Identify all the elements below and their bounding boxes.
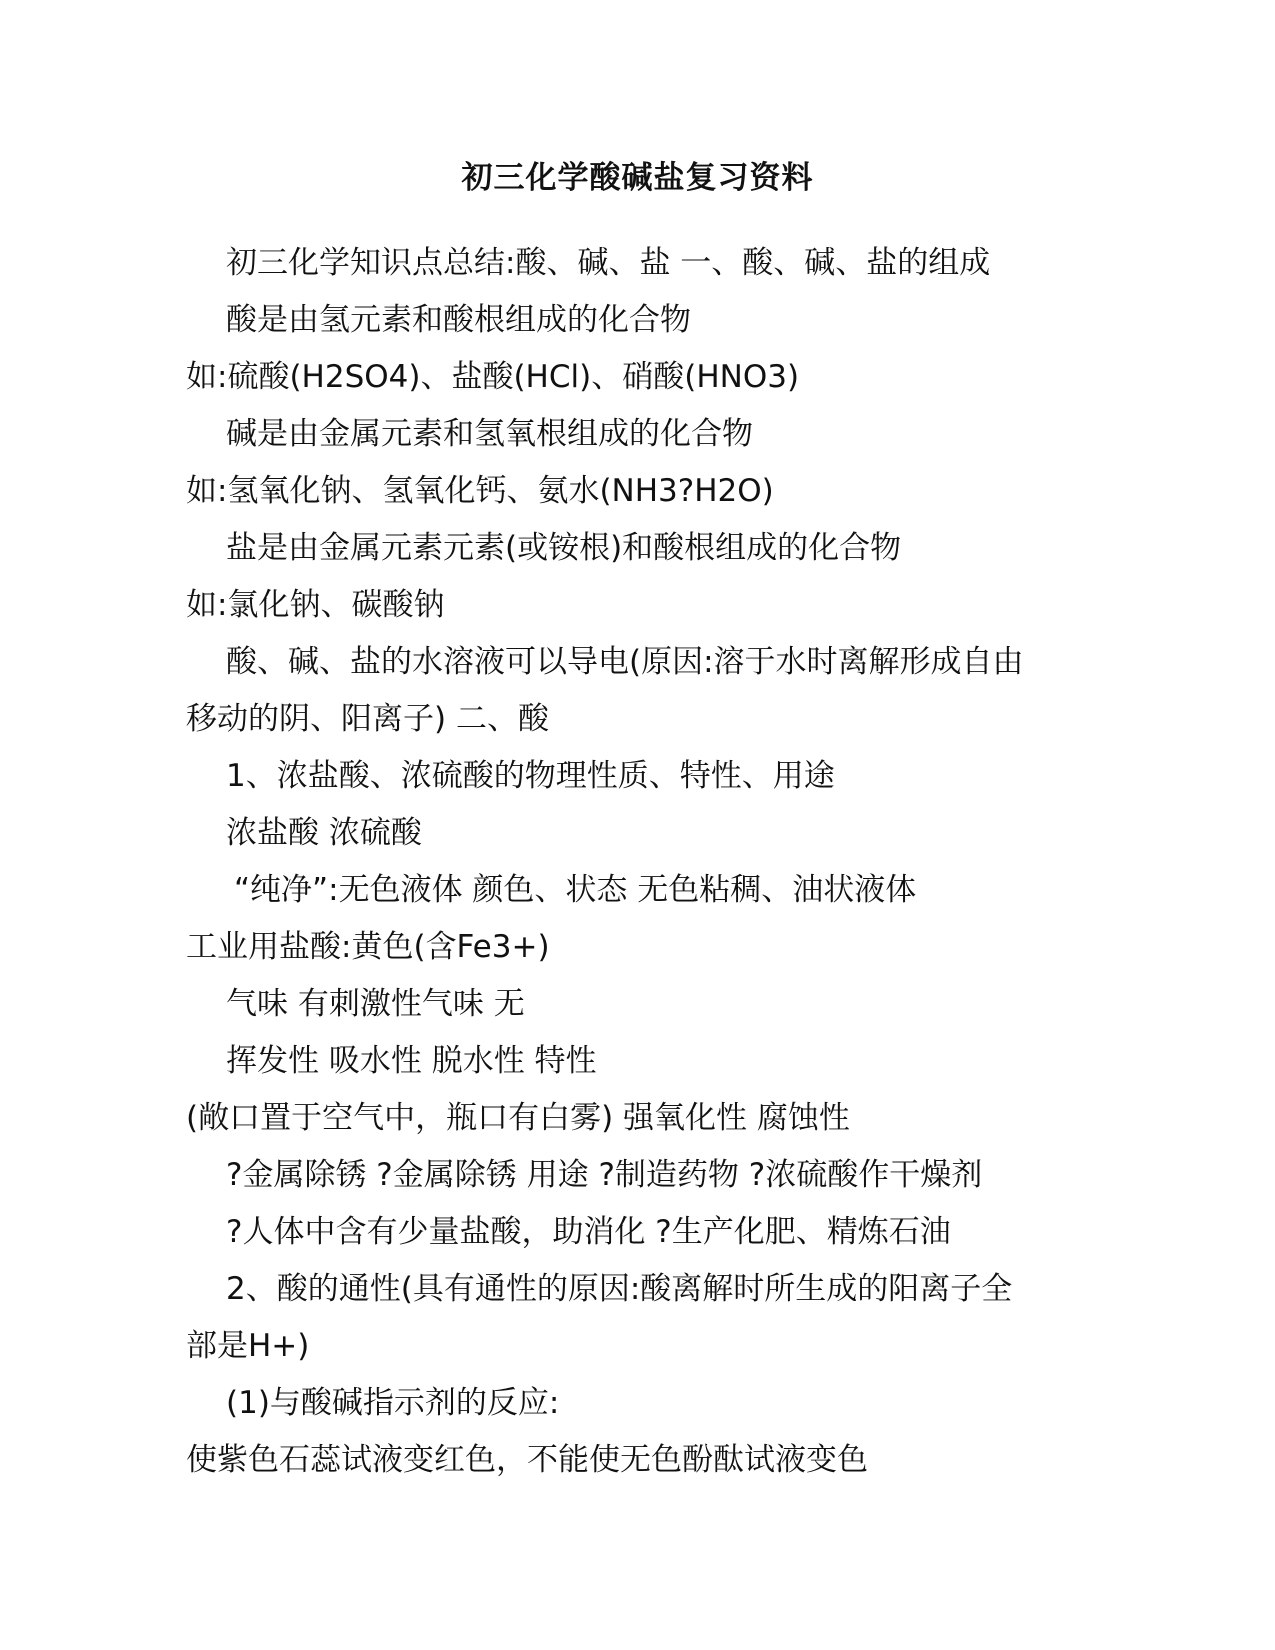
text-line: 1、浓盐酸、浓硫酸的物理性质、特性、用途 — [226, 758, 835, 794]
text-line: 气味 有刺激性气味 无 — [226, 986, 525, 1022]
text-line: ?金属除锈 ?金属除锈 用途 ?制造药物 ?浓硫酸作干燥剂 — [226, 1157, 983, 1193]
text-line: 2、酸的通性(具有通性的原因:酸离解时所生成的阳离子全 — [226, 1271, 1013, 1307]
text-line: “纯净”:无色液体 颜色、状态 无色粘稠、油状液体 — [234, 872, 917, 908]
text-line: ?人体中含有少量盐酸，助消化 ?生产化肥、精炼石油 — [226, 1214, 951, 1250]
text-line: 碱是由金属元素和氢氧根组成的化合物 — [226, 416, 753, 452]
text-line: 浓盐酸 浓硫酸 — [226, 815, 422, 851]
text-line: 盐是由金属元素元素(或铵根)和酸根组成的化合物 — [226, 530, 902, 566]
text-line: 移动的阴、阳离子) 二、酸 — [186, 701, 549, 737]
text-line: 酸、碱、盐的水溶液可以导电(原因:溶于水时离解形成自由 — [226, 644, 1024, 680]
text-line: 使紫色石蕊试液变红色，不能使无色酚酞试液变色 — [186, 1442, 868, 1478]
text-line: 部是H+) — [186, 1328, 310, 1364]
text-line: (敞口置于空气中，瓶口有白雾) 强氧化性 腐蚀性 — [186, 1100, 850, 1136]
text-line: (1)与酸碱指示剂的反应: — [226, 1385, 560, 1421]
text-line: 如:氢氧化钠、氢氧化钙、氨水(NH3?H2O) — [186, 473, 774, 509]
text-line: 如:硫酸(H2SO4)、盐酸(HCl)、硝酸(HNO3) — [186, 359, 800, 395]
text-line: 挥发性 吸水性 脱水性 特性 — [226, 1043, 597, 1079]
text-line: 工业用盐酸:黄色(含Fe3+) — [186, 929, 550, 965]
text-line: 酸是由氢元素和酸根组成的化合物 — [226, 302, 691, 338]
text-line: 如:氯化钠、碳酸钠 — [186, 587, 445, 623]
text-line: 初三化学知识点总结:酸、碱、盐 一、酸、碱、盐的组成 — [226, 245, 991, 281]
page-title: 初三化学酸碱盐复习资料 — [461, 160, 814, 196]
document-body — [186, 235, 1086, 1489]
